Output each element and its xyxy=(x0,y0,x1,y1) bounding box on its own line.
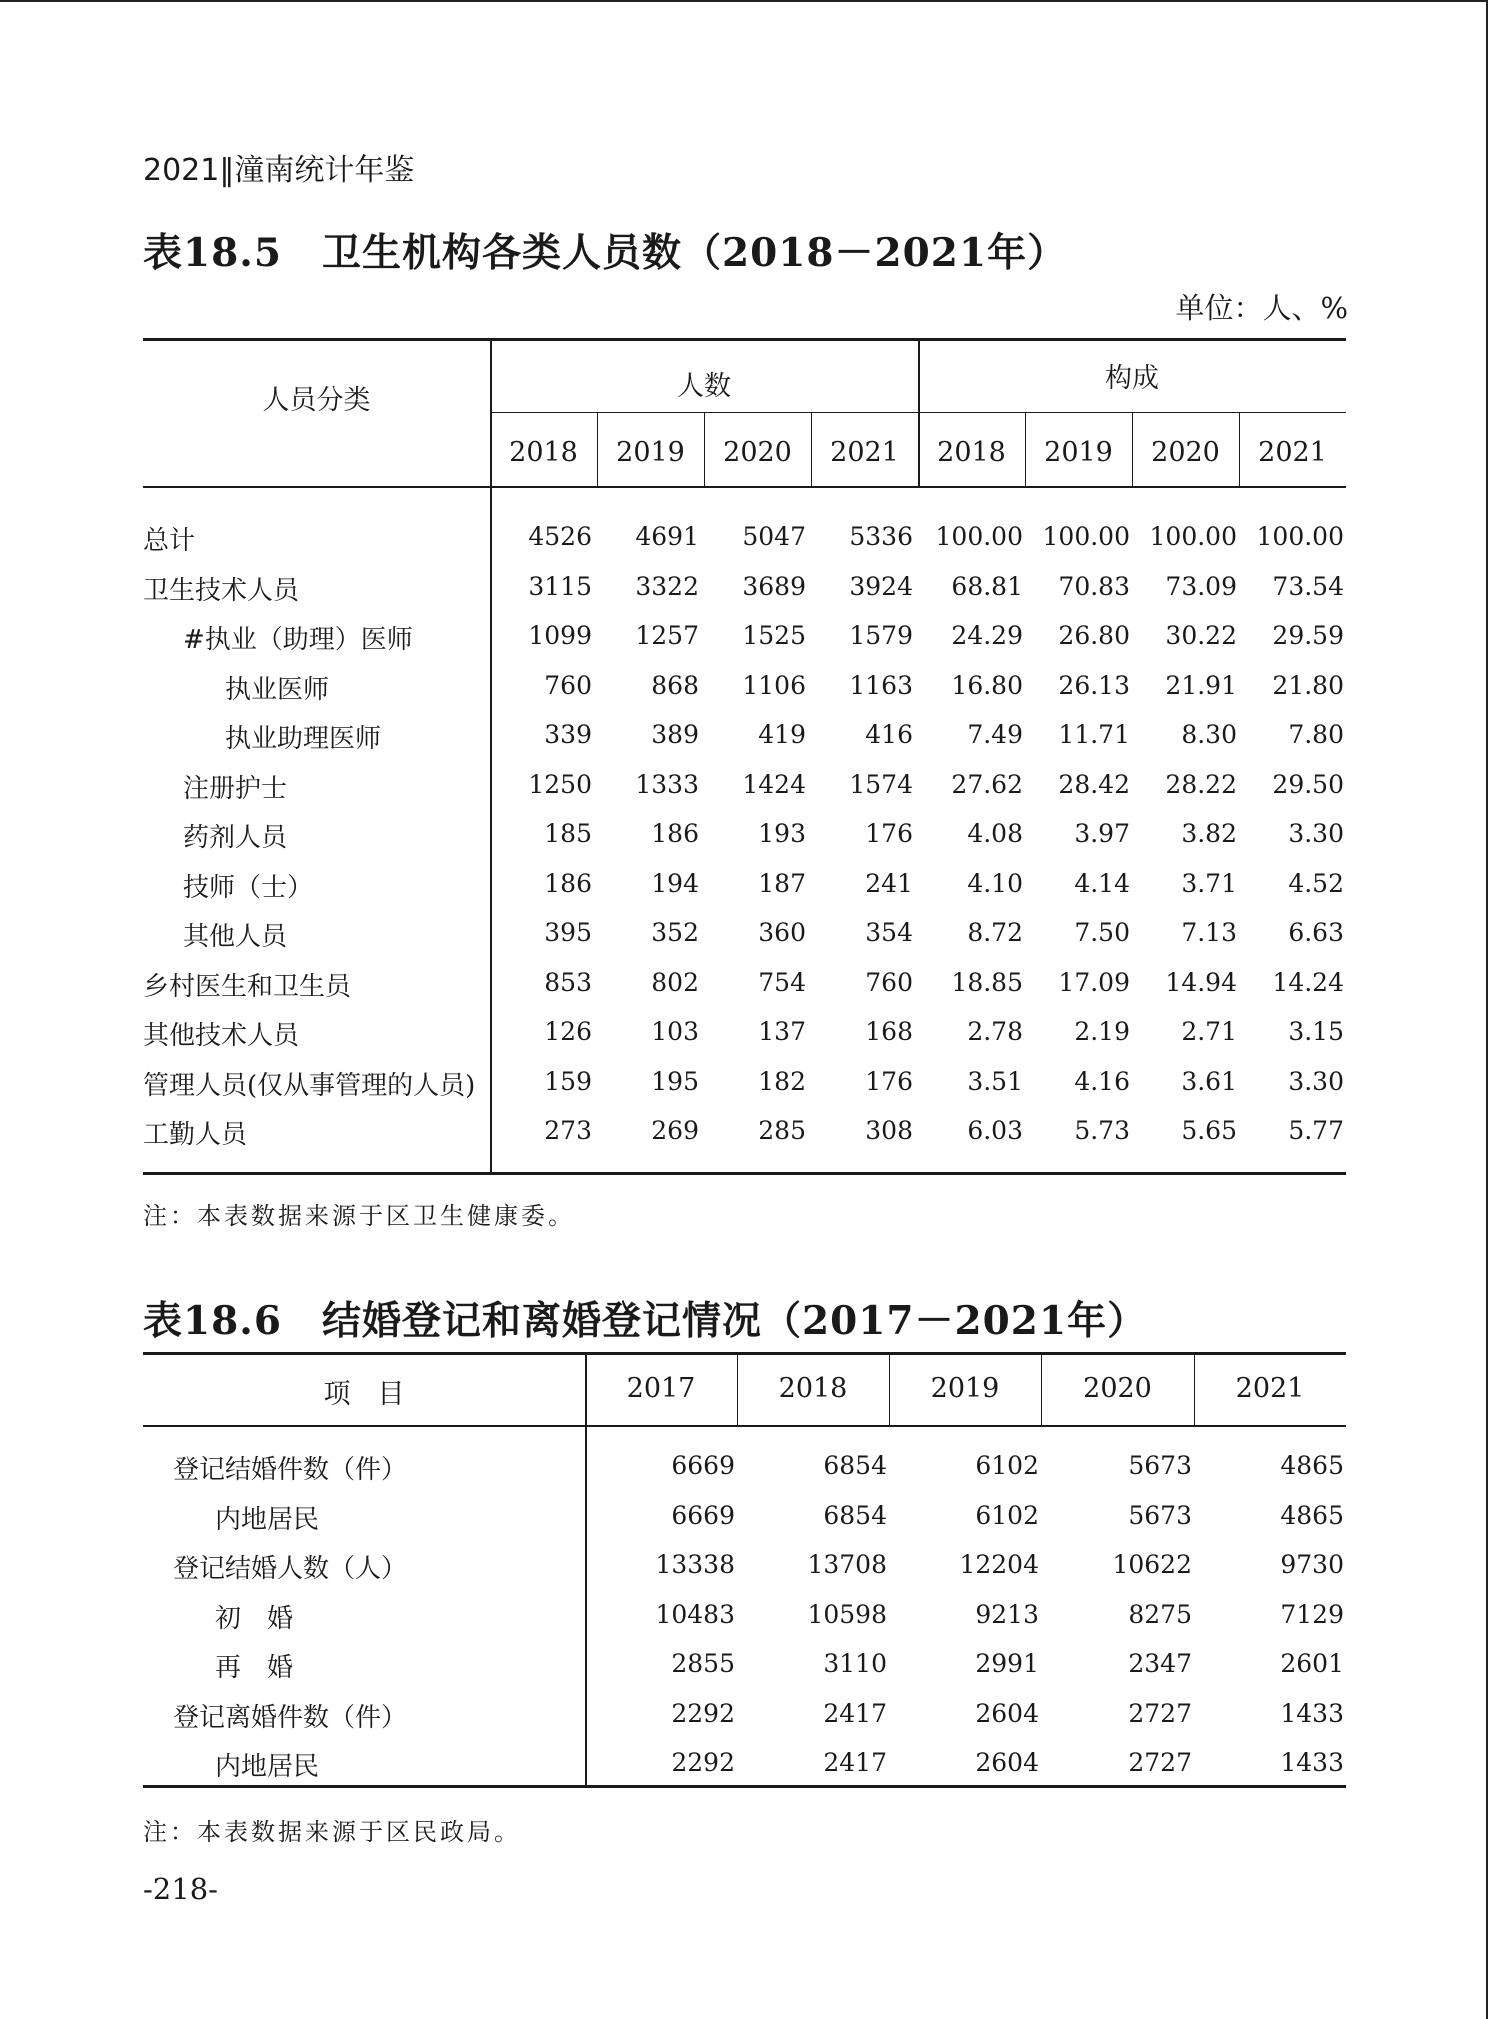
year-divider xyxy=(737,1352,738,1426)
share-cell: 18.85 xyxy=(951,967,1023,997)
group-header-rule xyxy=(490,412,1346,413)
share-cell: 6.03 xyxy=(967,1116,1023,1145)
value-cell: 2604 xyxy=(975,1698,1039,1728)
count-cell: 760 xyxy=(865,967,913,997)
share-cell: 2.78 xyxy=(967,1017,1023,1046)
share-cell: 26.80 xyxy=(1058,621,1130,650)
table-title-18-5: 表18.5 卫生机构各类人员数（2018－2021年） xyxy=(143,230,1068,276)
share-cell: 3.82 xyxy=(1181,819,1237,848)
share-cell: 3.97 xyxy=(1074,819,1130,848)
row-label: 药剂人员 xyxy=(183,823,288,853)
note-table-18-5: 注：本表数据来源于区卫生健康委。 xyxy=(143,1202,575,1230)
count-cell: 5336 xyxy=(849,522,913,551)
year-divider xyxy=(597,412,598,486)
value-cell: 10622 xyxy=(1112,1550,1192,1579)
value-cell: 2417 xyxy=(823,1748,887,1777)
table2-bottom-rule xyxy=(143,1785,1346,1788)
share-cell: 68.81 xyxy=(951,571,1023,601)
count-cell: 185 xyxy=(544,819,592,848)
page-number: -218- xyxy=(143,1872,218,1906)
value-cell: 2292 xyxy=(671,1748,735,1777)
value-cell: 2991 xyxy=(975,1649,1039,1678)
value-cell: 2292 xyxy=(671,1698,735,1728)
count-cell: 4691 xyxy=(635,522,699,551)
share-cell: 73.54 xyxy=(1272,571,1344,601)
share-cell: 3.30 xyxy=(1288,1066,1344,1096)
value-cell: 10598 xyxy=(807,1599,887,1629)
share-cell: 5.65 xyxy=(1181,1116,1237,1145)
share-cell: 3.51 xyxy=(967,1066,1023,1096)
row-label: 卫生技术人员 xyxy=(143,575,300,606)
note-table-18-6: 注：本表数据来源于区民政局。 xyxy=(143,1818,521,1846)
value-cell: 4865 xyxy=(1280,1500,1344,1530)
row-label: 初 婚 xyxy=(215,1603,294,1634)
year-header: 2018 xyxy=(778,1373,848,1404)
share-cell: 7.80 xyxy=(1288,720,1344,749)
row-label: 再 婚 xyxy=(215,1653,294,1683)
count-cell: 3689 xyxy=(742,571,806,601)
value-cell: 12204 xyxy=(959,1550,1039,1579)
count-cell: 802 xyxy=(651,967,699,997)
share-cell: 29.59 xyxy=(1272,621,1344,650)
row-label: 执业医师 xyxy=(225,674,330,705)
year-header: 2017 xyxy=(626,1373,696,1404)
year-header: 2020 xyxy=(1151,437,1220,468)
year-header: 2019 xyxy=(1044,437,1113,468)
count-cell: 754 xyxy=(758,967,806,997)
count-cell: 3322 xyxy=(635,571,699,601)
header-category: 人员分类 xyxy=(262,385,371,416)
row-label: 乡村医生和卫生员 xyxy=(143,971,352,1002)
share-cell: 24.29 xyxy=(951,621,1023,650)
value-cell: 5673 xyxy=(1128,1500,1192,1530)
row-label: 登记结婚人数（人） xyxy=(173,1554,408,1584)
share-cell: 7.50 xyxy=(1074,918,1130,947)
count-cell: 308 xyxy=(865,1116,913,1145)
count-cell: 168 xyxy=(865,1017,913,1046)
share-cell: 4.10 xyxy=(967,868,1023,898)
share-cell: 14.94 xyxy=(1165,967,1237,997)
share-cell: 3.15 xyxy=(1288,1017,1344,1046)
count-cell: 360 xyxy=(758,918,806,947)
count-cell: 1099 xyxy=(528,621,592,650)
count-cell: 354 xyxy=(865,918,913,947)
count-cell: 195 xyxy=(651,1066,699,1096)
count-cell: 868 xyxy=(651,670,699,700)
count-cell: 273 xyxy=(544,1116,592,1145)
year-header: 2018 xyxy=(937,437,1006,468)
value-cell: 3110 xyxy=(823,1649,887,1678)
value-cell: 6669 xyxy=(671,1451,735,1480)
share-cell: 5.77 xyxy=(1288,1116,1344,1145)
count-cell: 5047 xyxy=(742,522,806,551)
share-cell: 28.22 xyxy=(1165,769,1237,799)
count-cell: 1163 xyxy=(849,670,913,700)
year-header: 2019 xyxy=(930,1373,1000,1404)
value-cell: 10483 xyxy=(655,1599,735,1629)
header-share-group: 构成 xyxy=(1105,363,1159,394)
count-cell: 1106 xyxy=(742,670,806,700)
table2-header-bottom-rule xyxy=(143,1425,1346,1427)
share-cell: 100.00 xyxy=(1256,522,1344,551)
count-cell: 186 xyxy=(651,819,699,848)
count-cell: 137 xyxy=(758,1017,806,1046)
share-cell: 4.52 xyxy=(1288,868,1344,898)
row-label: 管理人员(仅从事管理的人员) xyxy=(143,1070,476,1101)
share-cell: 4.14 xyxy=(1074,868,1130,898)
count-cell: 285 xyxy=(758,1116,806,1145)
year-divider xyxy=(811,412,812,486)
value-cell: 2601 xyxy=(1280,1649,1344,1678)
value-cell: 6669 xyxy=(671,1500,735,1530)
share-cell: 73.09 xyxy=(1165,571,1237,601)
value-cell: 9213 xyxy=(975,1599,1039,1629)
value-cell: 2604 xyxy=(975,1748,1039,1777)
share-cell: 27.62 xyxy=(951,769,1023,799)
share-cell: 100.00 xyxy=(1042,522,1130,551)
value-cell: 2727 xyxy=(1128,1698,1192,1728)
count-cell: 339 xyxy=(544,720,592,749)
count-cell: 395 xyxy=(544,918,592,947)
count-cell: 103 xyxy=(651,1017,699,1046)
year-header: 2019 xyxy=(616,437,685,468)
running-header: 2021‖潼南统计年鉴 xyxy=(143,153,415,188)
count-cell: 1579 xyxy=(849,621,913,650)
year-header: 2020 xyxy=(723,437,792,468)
table2-top-rule xyxy=(143,1352,1346,1355)
count-cell: 126 xyxy=(544,1017,592,1046)
count-cell: 241 xyxy=(865,868,913,898)
year-divider xyxy=(1025,412,1026,486)
year-divider xyxy=(1132,412,1133,486)
year-divider xyxy=(1041,1352,1042,1426)
value-cell: 9730 xyxy=(1280,1550,1344,1579)
count-cell: 1574 xyxy=(849,769,913,799)
row-label: #执业（助理）医师 xyxy=(183,625,413,655)
table-title-18-6: 表18.6 结婚登记和离婚登记情况（2017－2021年） xyxy=(143,1298,1148,1344)
count-cell: 1333 xyxy=(635,769,699,799)
value-cell: 5673 xyxy=(1128,1451,1192,1480)
count-cell: 186 xyxy=(544,868,592,898)
year-header: 2021 xyxy=(830,437,899,468)
share-cell: 7.49 xyxy=(967,720,1023,749)
share-cell: 3.30 xyxy=(1288,819,1344,848)
count-cell: 416 xyxy=(865,720,913,749)
count-cell: 4526 xyxy=(528,522,592,551)
row-label: 登记结婚件数（件） xyxy=(173,1455,408,1485)
value-cell: 6854 xyxy=(823,1451,887,1480)
row-label: 内地居民 xyxy=(215,1752,320,1782)
count-cell: 269 xyxy=(651,1116,699,1145)
value-cell: 6854 xyxy=(823,1500,887,1530)
row-label: 执业助理医师 xyxy=(225,724,382,754)
count-cell: 194 xyxy=(651,868,699,898)
table-bottom-rule xyxy=(143,1172,1346,1175)
share-cell: 17.09 xyxy=(1058,967,1130,997)
row-label: 总计 xyxy=(143,526,196,556)
year-divider xyxy=(1194,1352,1195,1426)
row-label: 登记离婚件数（件） xyxy=(173,1702,408,1733)
share-cell: 14.24 xyxy=(1272,967,1344,997)
count-cell: 760 xyxy=(544,670,592,700)
count-cell: 1250 xyxy=(528,769,592,799)
count-cell: 853 xyxy=(544,967,592,997)
value-cell: 1433 xyxy=(1280,1698,1344,1728)
value-cell: 13708 xyxy=(807,1550,887,1579)
value-cell: 6102 xyxy=(975,1451,1039,1480)
year-header: 2021 xyxy=(1258,437,1327,468)
header-bottom-rule xyxy=(143,486,1346,488)
unit-label: 单位：人、% xyxy=(1175,291,1348,325)
share-cell: 8.30 xyxy=(1181,720,1237,749)
share-cell: 7.13 xyxy=(1181,918,1237,947)
value-cell: 2855 xyxy=(671,1649,735,1678)
share-cell: 4.16 xyxy=(1074,1066,1130,1096)
share-cell: 6.63 xyxy=(1288,918,1344,947)
year-header: 2020 xyxy=(1083,1373,1152,1404)
page-frame-top xyxy=(0,0,1488,2)
value-cell: 6102 xyxy=(975,1500,1039,1530)
table-top-rule xyxy=(143,338,1346,341)
share-cell: 5.73 xyxy=(1074,1116,1130,1145)
value-cell: 8275 xyxy=(1128,1599,1192,1629)
header-item: 项 目 xyxy=(323,1379,405,1410)
share-cell: 29.50 xyxy=(1272,769,1344,799)
value-cell: 2347 xyxy=(1128,1649,1192,1678)
year-divider xyxy=(704,412,705,486)
count-cell: 3924 xyxy=(849,571,913,601)
value-cell: 1433 xyxy=(1280,1748,1344,1777)
count-cell: 389 xyxy=(651,720,699,749)
share-cell: 4.08 xyxy=(967,819,1023,848)
year-divider xyxy=(1239,412,1240,486)
row-label: 其他人员 xyxy=(183,922,288,952)
year-divider xyxy=(889,1352,890,1426)
count-cell: 187 xyxy=(758,868,806,898)
value-cell: 2727 xyxy=(1128,1748,1192,1777)
row-label: 工勤人员 xyxy=(143,1120,248,1150)
year-header: 2018 xyxy=(509,437,578,468)
row-label: 技师（士） xyxy=(183,872,314,903)
count-cell: 176 xyxy=(865,819,913,848)
share-cell: 8.72 xyxy=(967,918,1023,947)
share-cell: 100.00 xyxy=(1149,522,1237,551)
count-cell: 419 xyxy=(758,720,806,749)
count-cell: 193 xyxy=(758,819,806,848)
header-count-group: 人数 xyxy=(677,371,731,402)
row-label: 其他技术人员 xyxy=(143,1021,300,1051)
value-cell: 13338 xyxy=(655,1550,735,1579)
share-cell: 70.83 xyxy=(1058,571,1130,601)
row-label: 内地居民 xyxy=(215,1504,320,1535)
count-cell: 159 xyxy=(544,1066,592,1096)
value-cell: 2417 xyxy=(823,1698,887,1728)
share-cell: 21.80 xyxy=(1272,670,1344,700)
value-cell: 7129 xyxy=(1280,1599,1344,1629)
count-cell: 176 xyxy=(865,1066,913,1096)
count-cell: 1424 xyxy=(742,769,806,799)
share-cell: 21.91 xyxy=(1165,670,1237,700)
year-header: 2021 xyxy=(1235,1373,1305,1404)
count-cell: 3115 xyxy=(528,571,592,601)
share-cell: 3.71 xyxy=(1181,868,1237,898)
share-cell: 2.71 xyxy=(1181,1017,1237,1046)
share-cell: 3.61 xyxy=(1181,1066,1237,1096)
share-cell: 11.71 xyxy=(1058,720,1130,749)
share-cell: 100.00 xyxy=(935,522,1023,551)
row-label: 注册护士 xyxy=(183,773,288,804)
share-cell: 26.13 xyxy=(1058,670,1130,700)
value-cell: 4865 xyxy=(1280,1451,1344,1480)
share-cell: 28.42 xyxy=(1058,769,1130,799)
share-cell: 2.19 xyxy=(1074,1017,1130,1046)
count-cell: 182 xyxy=(758,1066,806,1096)
share-cell: 16.80 xyxy=(951,670,1023,700)
count-cell: 352 xyxy=(651,918,699,947)
count-cell: 1525 xyxy=(742,621,806,650)
share-cell: 30.22 xyxy=(1165,621,1237,650)
count-cell: 1257 xyxy=(635,621,699,650)
